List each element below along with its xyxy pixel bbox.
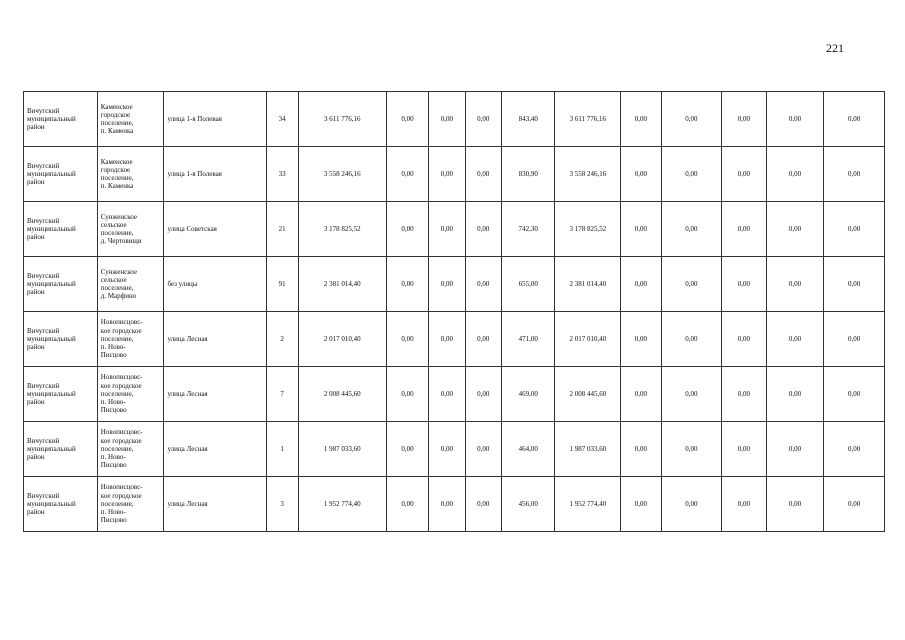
cell-house: 91 (266, 257, 298, 312)
cell-c1: 0,00 (386, 257, 428, 312)
cell-c7: 0,00 (766, 422, 824, 477)
cell-street: улица Советская (164, 202, 266, 257)
table-row (24, 147, 885, 202)
cell-c7: 0,00 (766, 257, 824, 312)
cell-c5: 0,00 (661, 422, 722, 477)
cell-c4: 0,00 (621, 312, 661, 367)
cell-c7: 0,00 (766, 312, 824, 367)
cell-settlement: Сунженское сельское поселение, д. Марфино (97, 257, 164, 312)
cell-settlement: Новописцовс- кое городское поселение, п. Ново- Писцово (97, 312, 164, 367)
cell-c1: 0,00 (386, 312, 428, 367)
cell-c3: 0,00 (465, 367, 501, 422)
cell-c8: 0,00 (824, 202, 885, 257)
cell-house: 21 (266, 202, 298, 257)
cell-district: Вичугский муниципальный район (24, 422, 98, 477)
cell-house: 7 (266, 367, 298, 422)
cell-sum: 3 178 825,52 (555, 202, 621, 257)
table-row (24, 202, 885, 257)
cell-area: 655,00 (501, 257, 555, 312)
cell-c2: 0,00 (429, 312, 465, 367)
cell-c2: 0,00 (429, 92, 465, 147)
cell-c6: 0,00 (722, 202, 766, 257)
cell-district: Вичугский муниципальный район (24, 202, 98, 257)
cell-area: 464,00 (501, 422, 555, 477)
cell-c4: 0,00 (621, 257, 661, 312)
cell-district: Вичугский муниципальный район (24, 92, 98, 147)
cell-c6: 0,00 (722, 92, 766, 147)
cell-c4: 0,00 (621, 92, 661, 147)
cell-sum: 2 017 010,40 (555, 312, 621, 367)
cell-c5: 0,00 (661, 202, 722, 257)
cell-c2: 0,00 (429, 477, 465, 532)
cell-street: улица 1-я Полевая (164, 147, 266, 202)
cell-total: 2 017 010,40 (298, 312, 386, 367)
cell-total: 3 178 825,52 (298, 202, 386, 257)
cell-street: без улицы (164, 257, 266, 312)
table-row (24, 477, 885, 532)
cell-house: 3 (266, 477, 298, 532)
cell-c2: 0,00 (429, 257, 465, 312)
cell-c7: 0,00 (766, 477, 824, 532)
cell-c6: 0,00 (722, 367, 766, 422)
cell-c1: 0,00 (386, 92, 428, 147)
page-number: 221 (826, 41, 844, 55)
cell-area: 843,40 (501, 92, 555, 147)
cell-c3: 0,00 (465, 312, 501, 367)
cell-sum: 1 987 033,60 (555, 422, 621, 477)
cell-c3: 0,00 (465, 202, 501, 257)
cell-c5: 0,00 (661, 477, 722, 532)
cell-settlement: Новописцовс- кое городское поселение, п. Ново- Писцово (97, 477, 164, 532)
cell-c8: 0,00 (824, 147, 885, 202)
cell-c4: 0,00 (621, 477, 661, 532)
cell-c8: 0,00 (824, 312, 885, 367)
cell-settlement: Каменское городское поселение, п. Каменка (97, 92, 164, 147)
cell-street: улица Лесная (164, 312, 266, 367)
cell-district: Вичугский муниципальный район (24, 257, 98, 312)
cell-area: 830,90 (501, 147, 555, 202)
cell-street: улица Лесная (164, 367, 266, 422)
cell-sum: 3 611 776,16 (555, 92, 621, 147)
table-body (24, 92, 885, 532)
cell-c6: 0,00 (722, 477, 766, 532)
cell-house: 33 (266, 147, 298, 202)
cell-c5: 0,00 (661, 147, 722, 202)
cell-c8: 0,00 (824, 92, 885, 147)
cell-c3: 0,00 (465, 92, 501, 147)
cell-district: Вичугский муниципальный район (24, 477, 98, 532)
cell-sum: 3 558 246,16 (555, 147, 621, 202)
table-row (24, 422, 885, 477)
cell-street: улица Лесная (164, 422, 266, 477)
cell-total: 1 987 033,60 (298, 422, 386, 477)
cell-c1: 0,00 (386, 367, 428, 422)
cell-settlement: Каменское городское поселение, п. Каменка (97, 147, 164, 202)
cell-settlement: Новописцовс- кое городское поселение, п. Ново- Писцово (97, 422, 164, 477)
data-table (23, 91, 885, 532)
cell-c7: 0,00 (766, 367, 824, 422)
cell-c8: 0,00 (824, 257, 885, 312)
cell-c6: 0,00 (722, 147, 766, 202)
cell-house: 2 (266, 312, 298, 367)
cell-sum: 2 381 014,40 (555, 257, 621, 312)
cell-c1: 0,00 (386, 147, 428, 202)
cell-total: 3 611 776,16 (298, 92, 386, 147)
table-row (24, 92, 885, 147)
cell-settlement: Новописцовс- кое городское поселение, п. Ново- Писцово (97, 367, 164, 422)
cell-area: 471,00 (501, 312, 555, 367)
cell-c3: 0,00 (465, 147, 501, 202)
cell-c2: 0,00 (429, 147, 465, 202)
cell-c5: 0,00 (661, 257, 722, 312)
cell-c4: 0,00 (621, 202, 661, 257)
cell-c1: 0,00 (386, 477, 428, 532)
cell-c5: 0,00 (661, 312, 722, 367)
cell-c7: 0,00 (766, 92, 824, 147)
cell-c1: 0,00 (386, 422, 428, 477)
cell-sum: 2 008 445,60 (555, 367, 621, 422)
cell-c4: 0,00 (621, 147, 661, 202)
cell-sum: 1 952 774,40 (555, 477, 621, 532)
cell-street: улица 1-я Полевая (164, 92, 266, 147)
cell-house: 1 (266, 422, 298, 477)
cell-total: 3 558 246,16 (298, 147, 386, 202)
cell-c8: 0,00 (824, 422, 885, 477)
cell-c5: 0,00 (661, 367, 722, 422)
cell-c2: 0,00 (429, 422, 465, 477)
cell-c7: 0,00 (766, 202, 824, 257)
cell-settlement: Сунженское сельское поселение, д. Чертовищи (97, 202, 164, 257)
cell-district: Вичугский муниципальный район (24, 367, 98, 422)
cell-c2: 0,00 (429, 367, 465, 422)
cell-district: Вичугский муниципальный район (24, 312, 98, 367)
cell-c6: 0,00 (722, 257, 766, 312)
cell-house: 34 (266, 92, 298, 147)
cell-street: улица Лесная (164, 477, 266, 532)
cell-c4: 0,00 (621, 422, 661, 477)
table-row (24, 257, 885, 312)
cell-area: 456,00 (501, 477, 555, 532)
cell-c8: 0,00 (824, 367, 885, 422)
cell-c6: 0,00 (722, 422, 766, 477)
cell-c7: 0,00 (766, 147, 824, 202)
cell-c3: 0,00 (465, 477, 501, 532)
cell-c3: 0,00 (465, 422, 501, 477)
cell-c2: 0,00 (429, 202, 465, 257)
table-row (24, 312, 885, 367)
cell-total: 2 381 014,40 (298, 257, 386, 312)
cell-c3: 0,00 (465, 257, 501, 312)
cell-c4: 0,00 (621, 367, 661, 422)
cell-c1: 0,00 (386, 202, 428, 257)
cell-c5: 0,00 (661, 92, 722, 147)
table-row (24, 367, 885, 422)
cell-c8: 0,00 (824, 477, 885, 532)
cell-area: 742,30 (501, 202, 555, 257)
cell-c6: 0,00 (722, 312, 766, 367)
cell-area: 469,00 (501, 367, 555, 422)
cell-district: Вичугский муниципальный район (24, 147, 98, 202)
cell-total: 2 008 445,60 (298, 367, 386, 422)
cell-total: 1 952 774,40 (298, 477, 386, 532)
